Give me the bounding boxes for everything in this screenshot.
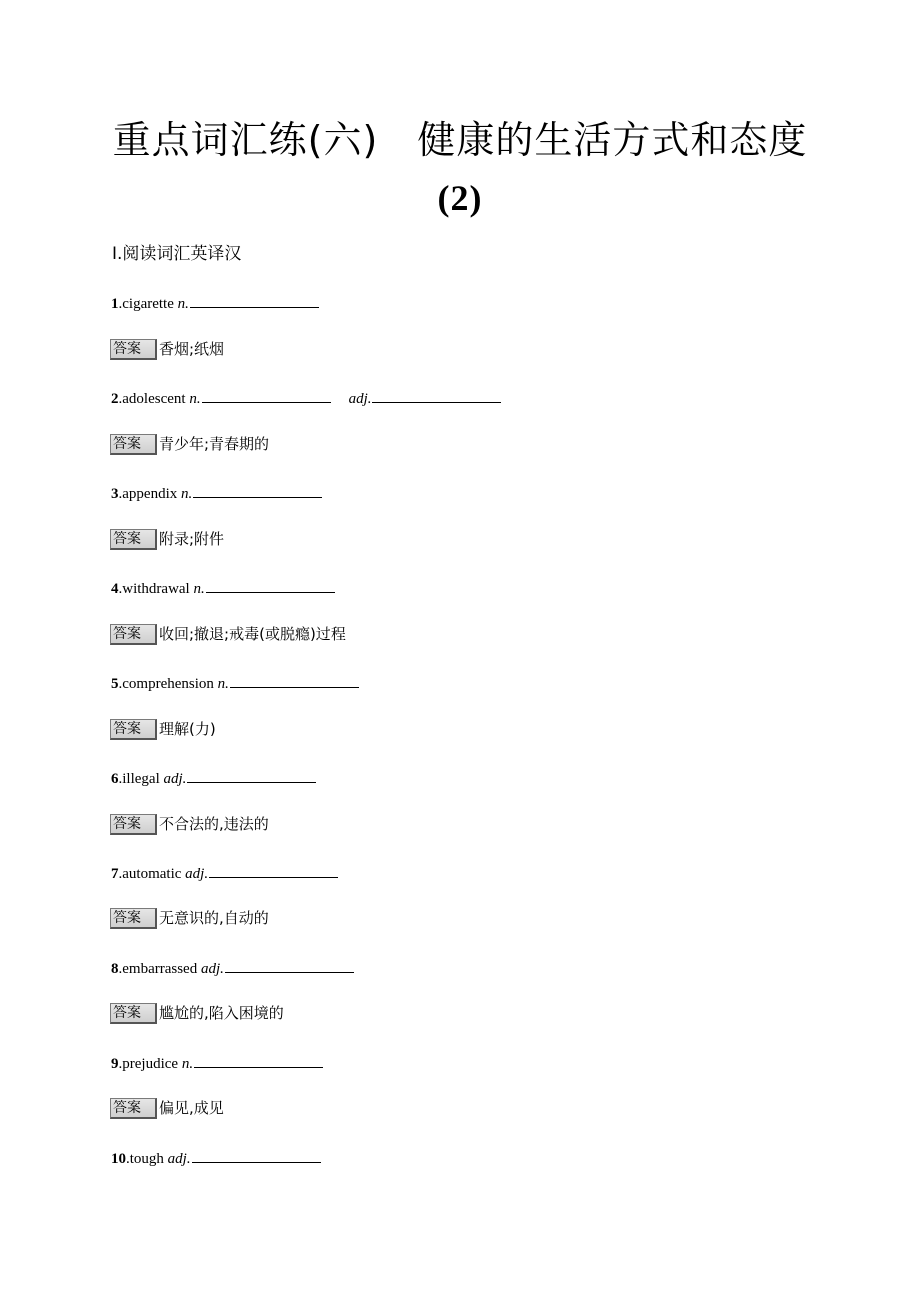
- answer-badge: 答案: [110, 339, 157, 360]
- answer-text: 不合法的,违法的: [159, 815, 269, 833]
- question-word: .prejudice: [118, 1056, 182, 1072]
- answer-blank[interactable]: [192, 1146, 321, 1163]
- question-word: .adolescent: [118, 391, 190, 407]
- question-item: [111, 1051, 323, 1073]
- question-number: 2: [111, 391, 119, 407]
- part-of-speech: n.: [181, 1056, 194, 1072]
- page-title-subline: (2): [437, 178, 483, 218]
- question-number: 9: [111, 1056, 119, 1072]
- part-of-speech: adj.: [167, 1151, 191, 1167]
- question-word: .illegal: [118, 771, 164, 787]
- question-word: .withdrawal: [118, 581, 194, 597]
- answer-badge: 答案: [110, 908, 157, 929]
- question-number: 4: [111, 581, 119, 597]
- question-number: 7: [111, 866, 119, 882]
- answer-text: 偏见,成见: [159, 1099, 224, 1117]
- part-of-speech: adj.: [163, 771, 187, 787]
- part-of-speech: n.: [177, 296, 189, 312]
- question-word: .appendix: [118, 486, 181, 502]
- part-of-speech: n.: [189, 391, 201, 407]
- answer-blank[interactable]: [230, 671, 359, 688]
- question-word: .comprehension: [118, 676, 218, 692]
- question-item: [111, 481, 322, 503]
- question-number: 1: [111, 296, 119, 312]
- answer-text: 无意识的,自动的: [159, 909, 269, 927]
- part-of-speech: n.: [193, 581, 205, 597]
- question-word: .automatic: [118, 866, 186, 882]
- question-number: 8: [111, 961, 119, 977]
- question-item: [111, 576, 335, 598]
- answer-badge: 答案: [110, 624, 157, 645]
- answer-row: [110, 1001, 284, 1025]
- answer-row: [110, 622, 346, 646]
- answer-blank-2[interactable]: [372, 386, 501, 403]
- section-heading: Ⅰ.阅读词汇英译汉: [112, 244, 242, 264]
- question-item: [111, 956, 354, 978]
- question-item: [111, 1146, 321, 1168]
- question-word: .cigarette: [118, 296, 178, 312]
- answer-text: 附录;附件: [159, 530, 225, 548]
- answer-row: [110, 906, 269, 930]
- answer-text: 尴尬的,陷入困境的: [159, 1004, 284, 1022]
- answer-row: [110, 812, 269, 836]
- question-number: 10: [111, 1151, 126, 1167]
- answer-badge: 答案: [110, 1003, 157, 1024]
- answer-badge: 答案: [110, 1098, 157, 1119]
- answer-row: [110, 717, 216, 741]
- part-of-speech: n.: [180, 486, 193, 502]
- answer-blank[interactable]: [225, 956, 354, 973]
- answer-blank[interactable]: [206, 576, 335, 593]
- question-number: 3: [111, 486, 119, 502]
- answer-blank[interactable]: [193, 481, 322, 498]
- answer-blank[interactable]: [194, 1051, 323, 1068]
- part-of-speech: adj.: [185, 866, 209, 882]
- answer-text: 香烟;纸烟: [159, 340, 225, 358]
- question-word: .embarrassed: [118, 961, 201, 977]
- part-of-speech: n.: [217, 676, 229, 692]
- page-title: 重点词汇练(六) 健康的生活方式和态度: [112, 118, 808, 162]
- answer-badge: 答案: [110, 434, 157, 455]
- answer-blank[interactable]: [190, 291, 319, 308]
- question-number: 6: [111, 771, 119, 787]
- answer-blank[interactable]: [187, 766, 316, 783]
- answer-blank[interactable]: [202, 386, 331, 403]
- answer-badge: 答案: [110, 529, 157, 550]
- answer-row: [110, 337, 224, 361]
- answer-text: 收回;撤退;戒毒(或脱瘾)过程: [159, 625, 346, 643]
- answer-row: [110, 432, 269, 456]
- question-item: [111, 766, 316, 788]
- question-item: [111, 386, 501, 408]
- answer-badge: 答案: [110, 814, 157, 835]
- answer-row: [110, 1096, 224, 1120]
- answer-text: 理解(力): [159, 720, 216, 738]
- question-item: [111, 861, 338, 883]
- answer-text: 青少年;青春期的: [159, 435, 270, 453]
- question-item: [111, 291, 319, 313]
- question-number: 5: [111, 676, 119, 692]
- answer-blank[interactable]: [209, 861, 338, 878]
- answer-badge: 答案: [110, 719, 157, 740]
- question-word: .tough: [126, 1151, 168, 1167]
- question-item: [111, 671, 359, 693]
- part-of-speech: adj.: [200, 961, 224, 977]
- answer-row: [110, 527, 224, 551]
- part-of-speech-2: adj.: [348, 391, 372, 407]
